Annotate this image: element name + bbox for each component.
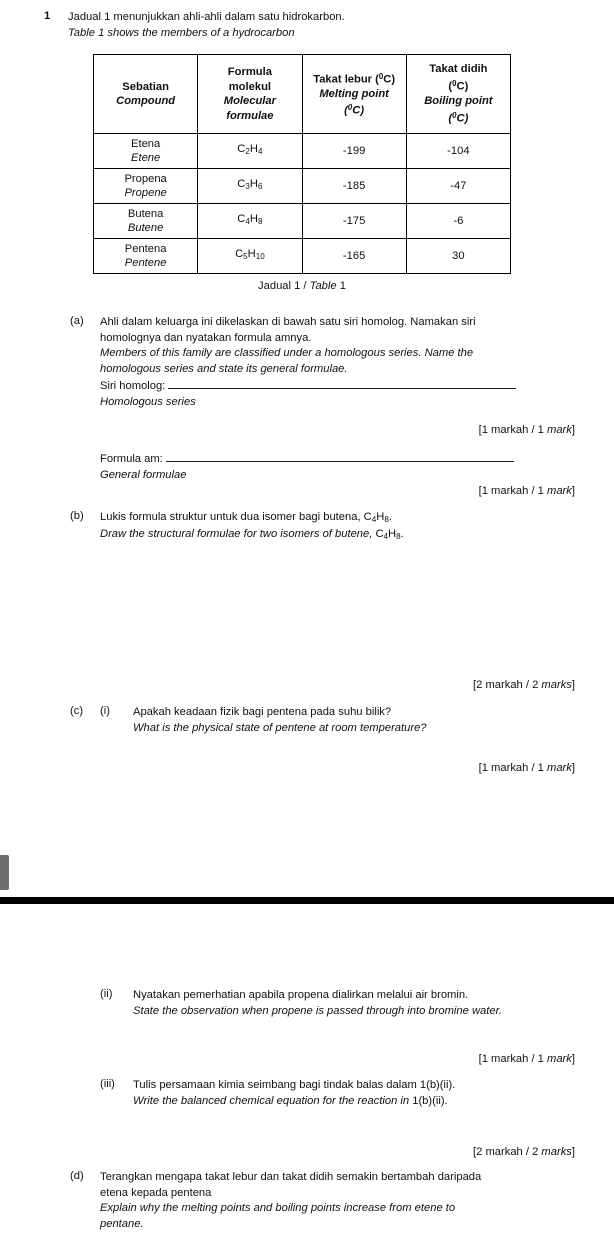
question-stem [68,10,588,41]
part-a-label: (a) [70,315,84,327]
cell-compound [94,239,198,274]
marks-c-iii-italic: marks [541,1146,572,1158]
answer-blank-homologous-series[interactable] [168,377,516,389]
marks-c-i-post: ] [571,762,575,774]
table-caption-number: 1 [339,280,346,292]
marks-b-pre: [2 markah / 2 [473,679,542,691]
marks-c-i-pre: [1 markah / 1 [478,762,548,774]
part-c-iii-malay [133,1078,573,1094]
compound-english: Pentene [124,257,167,269]
answer-label-general-formula-malay: Formula am: [100,453,163,465]
answer-field-general-formula[interactable] [100,450,570,468]
part-d-malay-line2: etena kepada pentena [100,1186,212,1199]
marks-b-post: ] [571,679,575,691]
cell-compound [94,204,198,239]
answer-label-general-formula-english: General formulae [100,468,187,481]
answer-label-homologous-series-english: Homologous series [100,395,196,408]
part-b-malay-h-subscript: 8 [384,514,389,524]
part-c-ii-malay: Nyatakan pemerhatian apabila propena dialirkan melalui air bromin. [133,989,469,1001]
part-c-iii-english-ref: 1(b)(ii). [412,1094,448,1107]
marks-a2-post: ] [571,485,575,497]
formula-h-subscript: 10 [255,252,265,262]
table-row [94,204,511,239]
part-c-iii-english-text: Write the balanced chemical equation for the reaction in [133,1094,413,1107]
table-caption [93,280,511,292]
hydrocarbon-table [93,54,511,274]
part-b-malay-text: Lukis formula struktur untuk dua isomer bagi butena, C [100,511,372,523]
part-c-i-english: What is the physical state of pentene at room temperature? [133,721,427,734]
cell-melting-point: -175 [302,204,406,239]
header-boiling-malay: Takat didih ($^0$C) [429,63,488,93]
part-c-i-body [133,705,573,736]
compound-english: Propene [124,187,167,199]
part-b-english-text: Draw the structural formulae for two isomers of butene, [100,528,376,541]
compound-malay: Pentena [124,242,167,255]
part-a-malay-line1: Ahli dalam keluarga ini dikelaskan di bawah satu siri homolog. Namakan siri [100,316,476,328]
part-c-iii-body [133,1078,573,1109]
part-b-english [100,527,570,544]
part-d-body [100,1170,570,1232]
marks-c-ii-post: ] [571,1053,575,1065]
part-c-ii-label: (ii) [100,988,113,1000]
header-compound [94,55,198,134]
part-d-label: (d) [70,1170,84,1182]
answer-label-homologous-series-malay: Siri homolog: [100,380,166,392]
part-c-iii-label: (iii) [100,1078,115,1090]
formula-h-subscript: 6 [257,182,263,192]
cell-formula: $C_3H_6$ [198,169,302,204]
part-b-malay [100,510,570,527]
marks-b-italic: marks [541,679,572,691]
marks-c-iii [0,1146,614,1158]
cell-formula: $C_2H_4$ [198,134,302,169]
answer-field-homologous-series[interactable] [100,377,570,395]
header-compound-english: Compound [116,95,176,107]
part-b-english-h-subscript: 8 [396,532,401,542]
part-a-malay-line2: homolognya dan nyatakan formula amnya. [100,331,312,344]
table-row [94,169,511,204]
part-b-label: (b) [70,510,84,522]
compound-malay: Butena [127,207,164,220]
marks-c-iii-post: ] [571,1146,575,1158]
compound-malay: Propena [124,172,167,185]
table-row [94,134,511,169]
header-formula-malay: Formula molekul [227,66,272,93]
cell-boiling-point: -47 [406,169,510,204]
marks-a1-pre: [1 markah / 1 [478,424,548,436]
part-b-malay-c-subscript: 4 [371,514,377,524]
part-d-english-line1: Explain why the melting points and boiling points increase from etene to [100,1202,456,1214]
formula-h-subscript: 8 [257,217,263,227]
part-c-ii-english: State the observation when propene is passed through into bromine water. [133,1004,503,1017]
cell-boiling-point: -6 [406,204,510,239]
question-stem-malay: Jadual 1 menunjukkan ahli-ahli dalam satu hidrokarbon. [68,11,345,23]
answer-blank-general-formula[interactable] [166,450,514,462]
cell-boiling-point: -104 [406,134,510,169]
compound-english: Butene [127,222,164,234]
part-c-i-malay: Apakah keadaan fizik bagi pentena pada suhu bilik? [133,706,392,718]
header-melting-english: Melting point ($^0$C) [319,87,389,117]
part-c-iii-malay-ref: 1(b)(ii). [419,1079,456,1091]
question-number: 1 [44,10,51,22]
header-formula-english: Molecular formulae [223,95,276,122]
table-header-row [94,55,511,134]
formula-h-subscript: 4 [257,147,263,157]
marks-a2 [0,485,614,497]
part-b-malay-h: H [376,511,385,523]
part-c-iii-malay-text: Tulis persamaan kimia seimbang bagi tindak balas dalam [133,1079,420,1091]
header-melting-malay: Takat lebur ($^0$C) [313,71,396,86]
marks-a2-italic: mark [547,485,572,497]
marks-a1-italic: mark [547,424,572,436]
marks-a1 [0,424,614,436]
part-c-i-label: (i) [100,705,110,717]
table-caption-english: Table [309,280,337,292]
marks-a2-pre: [1 markah / 1 [478,485,548,497]
header-compound-malay: Sebatian [122,80,169,93]
header-melting-point [302,55,406,134]
table-row [94,239,511,274]
marks-c-i-italic: mark [547,762,572,774]
part-a-english-line2: homologous series and state its general formulae. [100,362,348,375]
cell-boiling-point: 30 [406,239,510,274]
page-break-bar [0,897,614,904]
marks-c-i [0,762,614,774]
header-boiling-point [406,55,510,134]
header-molecular-formula [198,55,302,134]
part-c-label: (c) [70,705,84,717]
marks-c-ii-italic: mark [547,1053,572,1065]
compound-malay: Etena [131,137,161,150]
cell-formula: $C_5H_{10}$ [198,239,302,274]
header-boiling-english: Boiling point ($^0$C) [424,95,493,125]
marks-a1-post: ] [571,424,575,436]
formula-c-subscript: 4 [245,217,250,227]
part-c-ii-body [133,988,573,1019]
formula-c-subscript: 2 [245,147,250,157]
part-d-english-line2: pentane. [100,1217,144,1230]
cell-formula: $C_4H_8$ [198,204,302,239]
part-d-malay-line1: Terangkan mengapa takat lebur dan takat didih semakin bertambah daripada [100,1171,482,1183]
cell-melting-point: -185 [302,169,406,204]
part-b-malay-period: . [388,511,392,523]
formula-c-subscript: 3 [245,182,250,192]
cell-compound [94,134,198,169]
part-b-body [100,510,570,545]
marks-b [0,679,614,691]
part-c-iii-english [133,1094,573,1110]
part-a-english-line1: Members of this family are classified under a homologous series. Name the [100,347,474,359]
marks-c-ii-pre: [1 markah / 1 [478,1053,548,1065]
cell-melting-point: -165 [302,239,406,274]
question-stem-english: Table 1 shows the members of a hydrocarbon [68,26,295,39]
part-b-english-c-subscript: 4 [383,532,389,542]
part-a-body [100,315,570,410]
part-b-english-formula: $C_4H_8$. [375,528,404,542]
marks-c-iii-pre: [2 markah / 2 [473,1146,542,1158]
table-caption-malay: Jadual 1 / [258,280,307,292]
formula-c-subscript: 5 [243,252,248,262]
compound-english: Etene [131,152,161,164]
marks-c-ii [0,1053,614,1065]
cell-melting-point: -199 [302,134,406,169]
part-a-general-formula-body [100,450,570,483]
cell-compound [94,169,198,204]
page-edge-tab[interactable] [0,855,9,890]
